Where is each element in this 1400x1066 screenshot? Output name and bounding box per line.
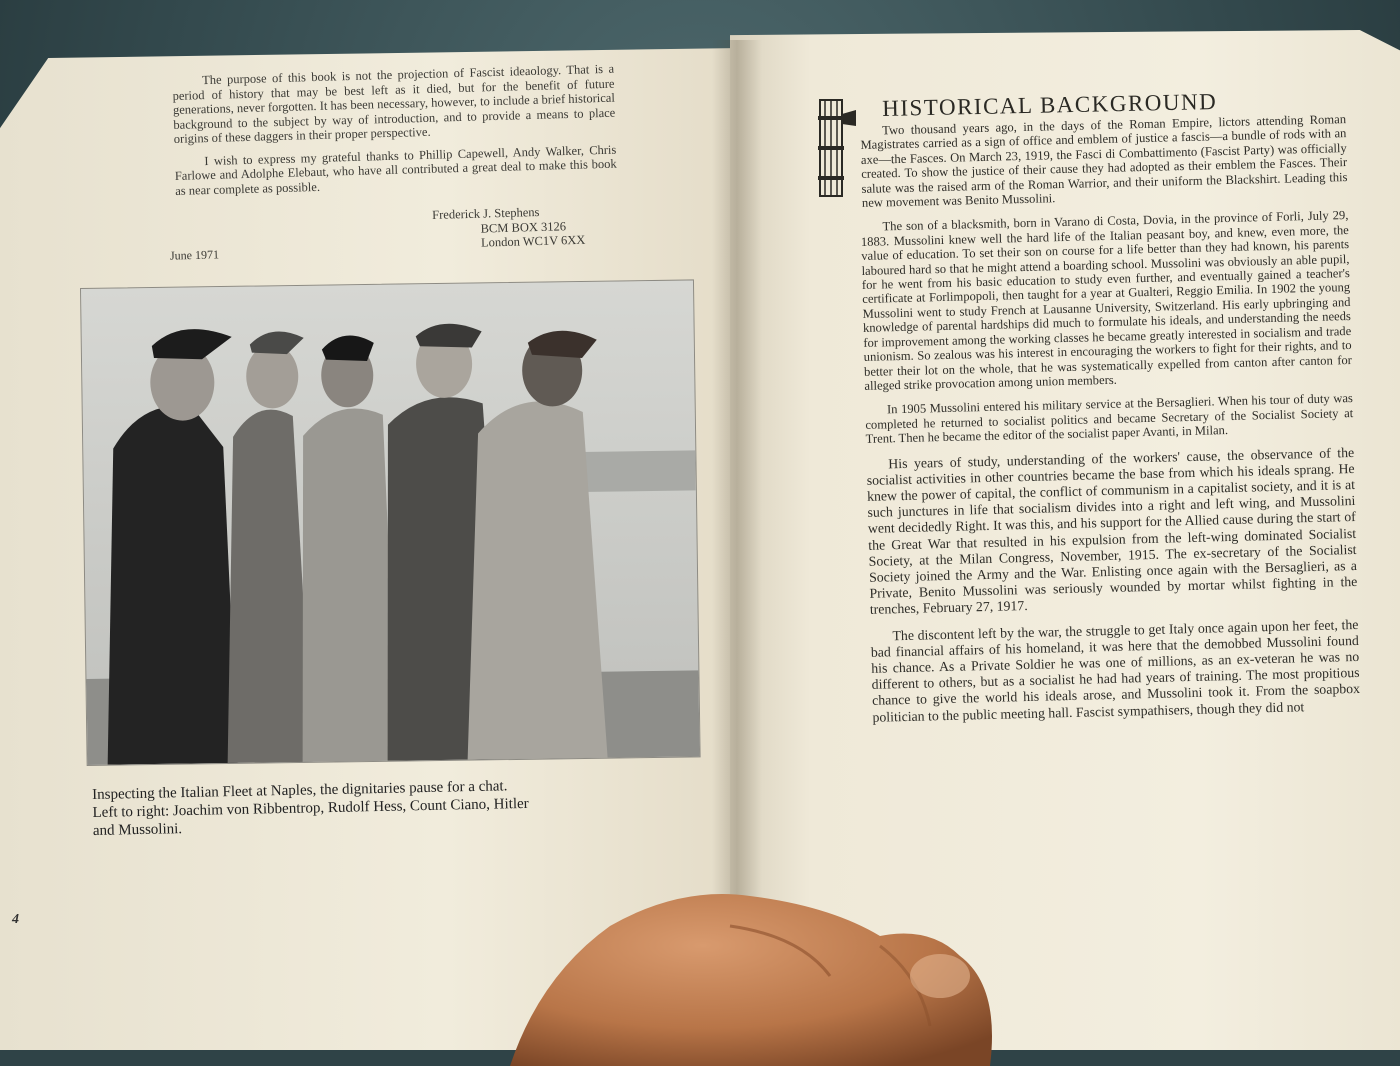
- preface-paragraph: I wish to express my grateful thanks to Phillip Capewell, Andy Walker, Chris Farlowe and Adolphe Elebaut, who have all contributed a great deal to make this book as near complete as possible.: [174, 142, 617, 198]
- preface-date: June 1971: [169, 247, 220, 263]
- body-paragraph: His years of study, understanding of the workers' cause, the observance of the socialist activities in other countries became the base from which his ideals sprang. He knew the power of capital, the conflict of communism in a capitalist society, and it is at such junctures in life that socialism divides into a right and left wing, and Mussolini went decidedly Right. It was this, and his support for the Allied cause during the start of the Great War that resulted in his expulsion from the left-wing dominated Socialist Society, at the Milan Congress, November, 1915. The ex-secretary of the Socialist Society joined the Army and the War. Enlisting once again with the Bersaglieri, as a Private, Benito Mussolini was seriously wounded by mortar whilst fighting in the trenches, February 27, 1917.: [866, 444, 1358, 618]
- fasces-icon: [812, 96, 858, 200]
- caption-line: and Mussolini.: [92, 821, 183, 839]
- signature-address-line: London WC1V 6XX: [480, 232, 586, 250]
- historical-text: [858, 112, 1361, 736]
- body-paragraph: In 1905 Mussolini entered his military service at the Bersaglieri. When his tour of duty was completed he returned to socialist politics and became Secretary of the Socialist Society at Trent. Then he became the editor of the socialist paper Avanti, in Milan.: [865, 391, 1354, 447]
- hand-illustration: [500, 866, 1020, 1066]
- signature-name: Frederick J. Stephens: [432, 205, 540, 222]
- body-paragraph: Two thousand years ago, in the days of the Roman Empire, lictors attending Roman Magistrates carried as a sign of office and emblem of justice a fascis—a bundle of rods with an axe—the Fasces. On March 23, 1919, the Fasci di Combattimento (Fascist Party) was officially created. To show the justice of their cause they had adopted as their emblem the Fasces. Their salute was the raised arm of the Roman Warrior, and their uniform the Blackshirt. Leading this new movement was Benito Mussolini.: [860, 112, 1348, 210]
- photo-illustration: [81, 280, 700, 764]
- photo-caption: [92, 775, 623, 840]
- page-number: 4: [12, 912, 19, 927]
- caption-line: Left to right: Joachim von Ribbentrop, Rudolf Hess, Count Ciano, Hitler: [92, 795, 529, 821]
- signature-block: [432, 204, 586, 252]
- historical-photo: [80, 279, 701, 766]
- body-paragraph: The son of a blacksmith, born in Varano di Costa, Dovia, in the province of Forli, July 29, 1883. Mussolini knew well the hard life of the Italian peasant boy, and knew, even more, the value of education. To set their son on course for a life better than they had known, his parents laboured hard so that he might attend a boarding school. Mussolini was obviously an able pupil, for he went from his basic education to study even further, and eventually gained a teacher's certificate at Forlimpopoli, then taught for a year at Gualteri, Reggio Emilia. In 1902 the young Mussolini went to study French at Lausanne University, Switzerland. His early upbringing and knowledge of parental hardships did much to formulate his ideals, and understanding the needs for improvement among the working classes he became greatly interested in socialism and trade unionism. So zealous was his interest in encouraging the workers to fight for their rights, and to better their lot on the whole, that he was systematically expelled from canton after canton for alleged strike provocation among union members.: [860, 208, 1353, 393]
- preface: [172, 62, 618, 206]
- body-paragraph: The discontent left by the war, the struggle to get Italy once again upon her feet, the bad financial affairs of his homeland, it was here that the demobbed Mussolini found his chance. As a Private Soldier he was one of millions, as an ex-veteran he was no different to others, but as a socialist he had had years of training. The most propitious chance to give the world his ideals arose, and Mussolini took it. From the soapbox politician to the public meeting hall. Fascist sympathisers, though they did not: [870, 616, 1361, 725]
- caption-line: Inspecting the Italian Fleet at Naples, the dignitaries pause for a chat.: [92, 778, 508, 803]
- preface-paragraph: The purpose of this book is not the projection of Fascist ideaology. That is a period of history that may be best left as it died, but for the benefit of future generations, never forgotten. It has been necessary, however, to include a brief historical background to the subject by way of introduction, and to provide a means to place origins of these daggers in their proper perspective.: [172, 61, 616, 146]
- section-heading: HISTORICAL BACKGROUND: [882, 88, 1218, 121]
- signature-address-line: BCM BOX 3126: [480, 218, 567, 236]
